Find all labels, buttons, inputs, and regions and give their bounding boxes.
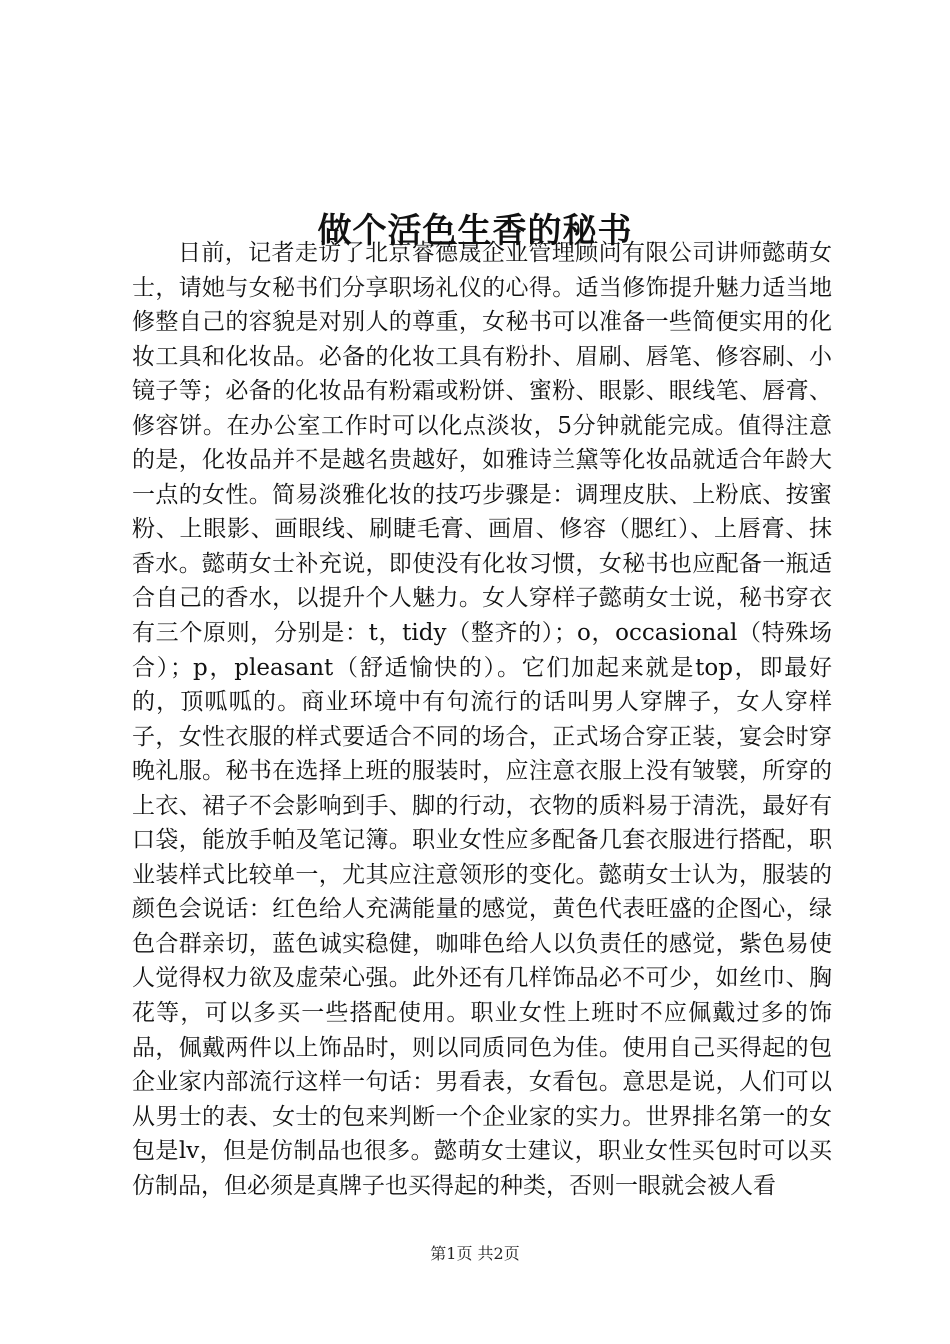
- document-title: 做个活色生香的秘书: [317, 210, 633, 251]
- page-footer: 第1页 共2页: [430, 1244, 520, 1263]
- body-paragraph: 日前，记者走访了北京睿德晟企业管理顾问有限公司讲师懿萌女士，请她与女秘书们分享职场礼仪的心得。适当修饰提升魅力适当地修整自己的容貌是对别人的尊重，女秘书可以准备一些简便实用的化妆工具和化妆品。必备的化妆工具有粉扑、眉刷、唇笔、修容刷、小镜子等；必备的化妆品有粉霜或粉饼、蜜粉、眼影、眼线笔、唇膏、修容饼。在办公室工作时可以化点淡妆，5分钟就能完成。值得注意的是，化妆品并不是越名贵越好，如雅诗兰黛等化妆品就适合年龄大一点的女性。简易淡雅化妆的技巧步骤是：调理皮肤、上粉底、按蜜粉、上眼影、画眼线、刷睫毛膏、画眉、修容（腮红）、上唇膏、抹香水。懿萌女士补充说，即使没有化妆习惯，女秘书也应配备一瓶适合自己的香水，以提升个人魅力。女人穿样子懿萌女士说，秘书穿衣有三个原则，分别是：t，tidy（整齐的）；o，occasional（特殊场合）；p，pleasant（舒适愉快的）。它们加起来就是top，即最好的，顶呱呱的。商业环境中有句流行的话叫男人穿牌子，女人穿样子，女性衣服的样式要适合不同的场合，正式场合穿正装，宴会时穿晚礼服。秘书在选择上班的服装时，应注意衣服上没有皱襞，所穿的上衣、裙子不会影响到手、脚的行动，衣物的质料易于清洗，最好有口袋，能放手帕及笔记簿。职业女性应多配备几套衣服进行搭配，职业装样式比较单一，尤其应注意领形的变化。懿萌女士认为，服装的颜色会说话：红色给人充满能量的感觉，黄色代表旺盛的企图心，绿色合群亲切，蓝色诚实稳健，咖啡色给人以负责任的感觉，紫色易使人觉得权力欲及虚荣心强。此外还有几样饰品必不可少，如丝巾、胸花等，可以多买一些搭配使用。职业女性上班时不应佩戴过多的饰品，佩戴两件以上饰品时，则以同质同色为佳。使用自己买得起的包企业家内部流行这样一句话：男看表，女看包。意思是说，人们可以从男士的表、女士的包来判断一个企业家的实力。世界排名第一的女包是lv，但是仿制品也很多。懿萌女士建议，职业女性买包时可以买仿制品，但必须是真牌子也买得起的种类，否则一眼就会被人看: [132, 240, 832, 1199]
